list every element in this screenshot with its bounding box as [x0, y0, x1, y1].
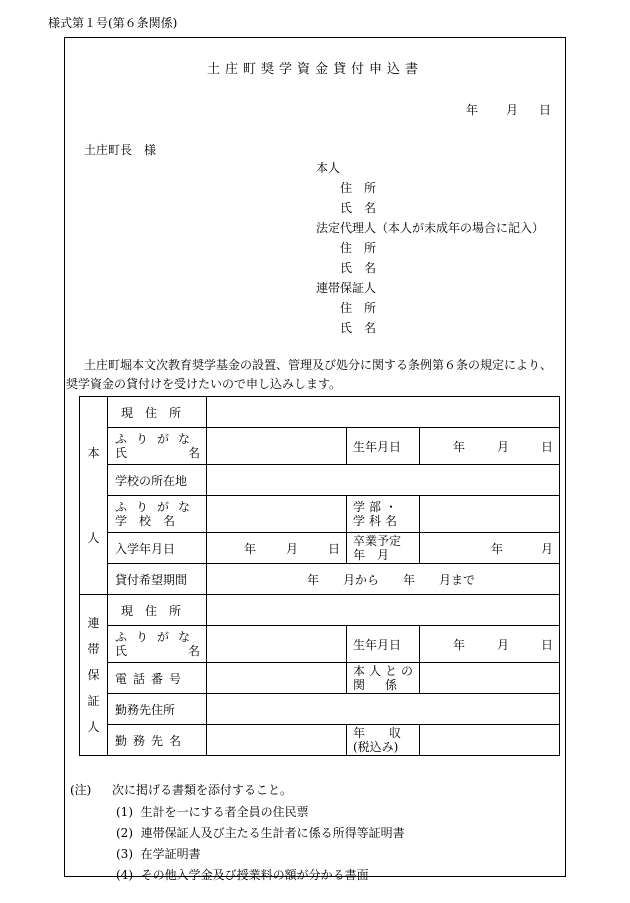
self-name-label: 氏 名: [340, 201, 377, 215]
list-item: (2) 連帯保証人及び主たる生計者に係る所得等証明書: [116, 826, 405, 840]
loan-period-label: 貸付希望期間: [108, 564, 207, 595]
name-input[interactable]: [207, 428, 347, 465]
loan-period-input[interactable]: 年 月から 年 月まで: [207, 564, 560, 595]
workplace-label: 勤務先名: [108, 725, 207, 756]
graduation-label: 卒業予定 年 月: [347, 533, 420, 564]
current-address-input[interactable]: [207, 397, 560, 428]
date-day-label: 日: [539, 103, 552, 117]
table-row: [80, 626, 560, 663]
notes-label: (注): [70, 783, 92, 797]
table-row: [80, 533, 560, 564]
table-row: [80, 725, 560, 756]
current-address-label: 現 住 所: [108, 397, 207, 428]
admission-date-label: 入学年月日: [108, 533, 207, 564]
admission-date-input[interactable]: 年 月 日: [207, 533, 347, 564]
guarantor-heading: 連帯保証人: [316, 281, 377, 295]
form-title: 土庄町奨学資金貸付申込書: [206, 62, 423, 77]
relation-label: 本人との 関 係: [347, 663, 420, 694]
school-name-label: ふりがな 学 校 名: [108, 496, 207, 533]
faculty-label: 学部・ 学科名: [347, 496, 420, 533]
phone-label: 電話番号: [108, 663, 207, 694]
phone-input[interactable]: [207, 663, 347, 694]
guarantor-address-label: 住 所: [340, 301, 377, 315]
relation-input[interactable]: [420, 663, 560, 694]
graduation-input[interactable]: 年 月: [420, 533, 560, 564]
guardian-heading: 法定代理人（本人が未成年の場合に記入）: [316, 221, 545, 235]
guarantor-name-input[interactable]: [207, 626, 347, 663]
form-caption: 様式第１号(第６条関係): [48, 16, 178, 30]
notes-intro: 次に掲げる書類を添付すること。: [112, 783, 293, 797]
self-heading: 本人: [316, 161, 341, 175]
guardian-name-label: 氏 名: [340, 261, 377, 275]
table-row: [80, 496, 560, 533]
table-row: [80, 428, 560, 465]
table-row: [80, 465, 560, 496]
guarantor-birthdate-label: 生年月日: [347, 626, 420, 663]
guarantor-address-input[interactable]: [207, 595, 560, 626]
workplace-address-label: 勤務先住所: [108, 694, 207, 725]
guarantor-name-label: 氏 名: [340, 321, 377, 335]
workplace-input[interactable]: [207, 725, 347, 756]
table-row: [80, 663, 560, 694]
application-table: [79, 396, 560, 756]
income-label: 年 収 (税込み): [347, 725, 420, 756]
self-address-label: 住 所: [340, 181, 377, 195]
school-location-label: 学校の所在地: [108, 465, 207, 496]
faculty-input[interactable]: [420, 496, 560, 533]
table-row: [80, 564, 560, 595]
table-row: [80, 397, 560, 428]
date-year-label: 年: [466, 103, 479, 117]
school-location-input[interactable]: [207, 465, 560, 496]
income-input[interactable]: [420, 725, 560, 756]
guarantor-name-label-cell: ふりがな 氏 名: [108, 626, 207, 663]
guarantor-side-label: 連 帯 保 証 人: [80, 595, 108, 756]
list-item: (3) 在学証明書: [116, 847, 201, 861]
birthdate-input[interactable]: 年 月 日: [420, 428, 560, 465]
list-item: (4) その他入学金及び授業料の額が分かる書面: [116, 868, 369, 882]
addressee: 土庄町長 様: [84, 143, 157, 157]
date-month-label: 月: [506, 103, 519, 117]
school-name-input[interactable]: [207, 496, 347, 533]
list-item: (1) 生計を一にする者全員の住民票: [116, 805, 309, 819]
name-label: ふりがな 氏 名: [108, 428, 207, 465]
declaration-text: 土庄町堀本文次教育奨学基金の設置、管理及び処分に関する条例第６条の規定により、奨学資金の貸付けを受けたいので申し込みします。: [66, 358, 553, 391]
guarantor-address-label-cell: 現 住 所: [108, 595, 207, 626]
workplace-address-input[interactable]: [207, 694, 560, 725]
table-row: [80, 595, 560, 626]
birthdate-label: 生年月日: [347, 428, 420, 465]
guarantor-birthdate-input[interactable]: 年 月 日: [420, 626, 560, 663]
guardian-address-label: 住 所: [340, 241, 377, 255]
table-row: [80, 694, 560, 725]
self-side-label: 本 人: [80, 397, 108, 595]
